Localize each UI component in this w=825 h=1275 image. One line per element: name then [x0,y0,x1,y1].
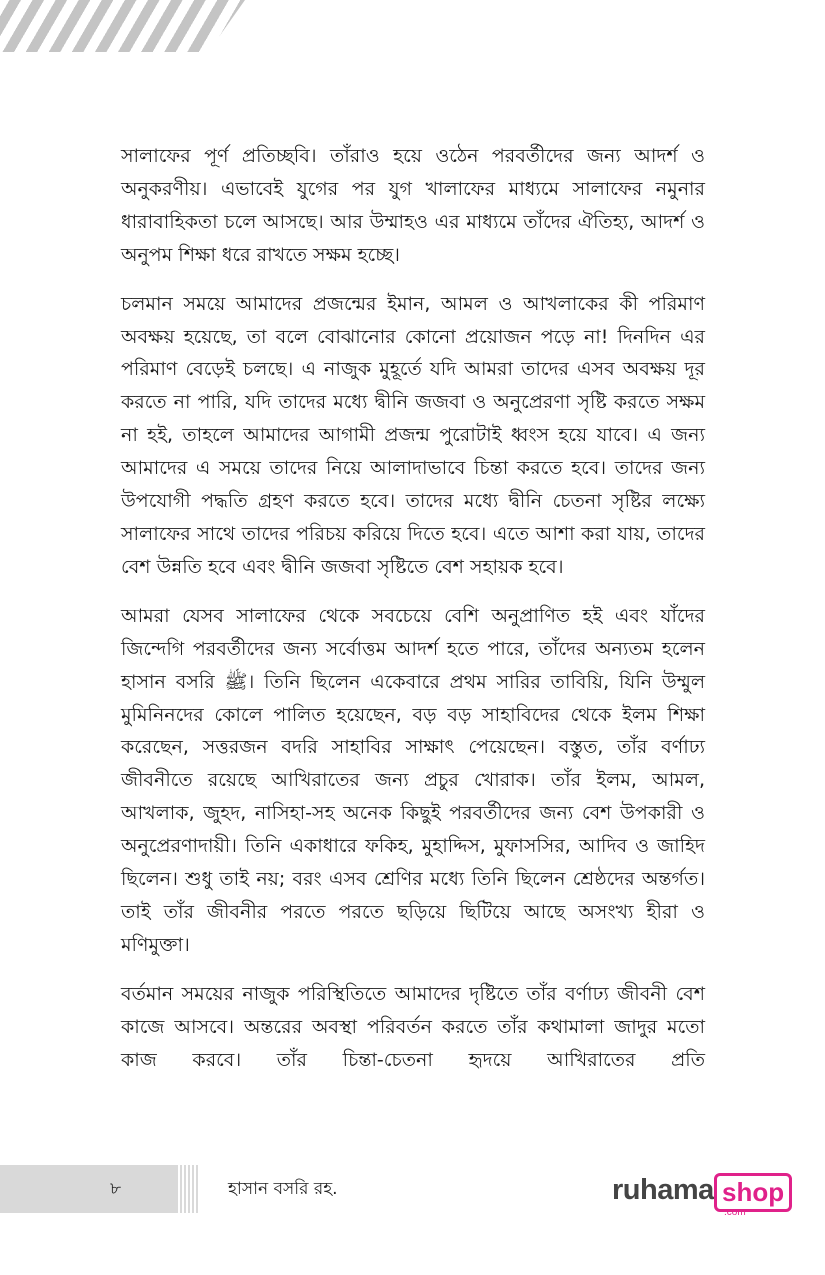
paragraph-2: চলমান সময়ে আমাদের প্রজন্মের ইমান, আমল ও আখলাকের কী পরিমাণ অবক্ষয় হয়েছে, তা বলে বোঝানোর কোনো প্রয়োজন পড়ে না! দিনদিন এর পরিমাণ বেড়েই চলছে। এ নাজুক মুহূর্তে যদি আমরা তাদের এসব অবক্ষয় দূর করতে না পারি, যদি তাদের মধ্যে দ্বীনি জজবা ও অনুপ্রেরণা সৃষ্টি করতে সক্ষম না হই, তাহলে আমাদের আগামী প্রজন্ম পুরোটাই ধ্বংস হয়ে যাবে। এ জন্য আমাদের এ সময়ে তাদের নিয়ে আলাদাভাবে চিন্তা করতে হবে। তাদের জন্য উপযোগী পদ্ধতি গ্রহণ করতে হবে। তাদের মধ্যে দ্বীনি চেতনা সৃষ্টির লক্ষ্যে সালাফের সাথে তাদের পরিচয় করিয়ে দিতে হবে। এতে আশা করা যায়, তাদের বেশ উন্নতি হবে এবং দ্বীনি জজবা সৃষ্টিতে বেশ সহায়ক হবে। [121,292,705,578]
footer-band [0,1165,195,1213]
paragraph-3: আমরা যেসব সালাফের থেকে সবচেয়ে বেশি অনুপ্রাণিত হই এবং যাঁদের জিন্দেগি পরবর্তীদের জন্য সর্বোত্তম আদর্শ হতে পারে, তাঁদের অন্যতম হলেন হাসান বসরি ﷺ। তিনি ছিলেন একেবারে প্রথম সারির তাবিয়ি, যিনি উম্মুল মুমিনিনদের কোলে পালিত হয়েছেন, বড় বড় সাহাবিদের থেকে ইলম শিক্ষা করেছেন, সত্তরজন বদরি সাহাবির সাক্ষাৎ পেয়েছেন। বস্তুত, তাঁর বর্ণাঢ্য জীবনীতে রয়েছে আখিরাতের জন্য প্রচুর খোরাক। তাঁর ইলম, আমল, আখলাক, জুহদ, নাসিহা-সহ অনেক কিছুই পরবর্তীদের জন্য বেশ উপকারী ও অনুপ্রেরণাদায়ী। তিনি একাধারে ফকিহ, মুহাদ্দিস, মুফাসসির, আদিব ও জাহিদ ছিলেন। শুধু তাই নয়; বরং এসব শ্রেণির মধ্যে তিনি ছিলেন শ্রেষ্ঠদের অন্তর্গত। তাই তাঁর জীবনীর পরতে পরতে ছড়িয়ে ছিটিয়ে আছে অসংখ্য হীরা ও মণিমুক্তা। [121,604,705,956]
paragraph-4: বর্তমান সময়ের নাজুক পরিস্থিতিতে আমাদের দৃষ্টিতে তাঁর বর্ণাঢ্য জীবনী বেশ কাজে আসবে। অন্তরের অবস্থা পরিবর্তন করতে তাঁর কথামালা জাদুর মতো কাজ করবে। তাঁর চিন্তা-চেতনা হৃদয়ে আখিরাতের প্রতি [121,982,705,1071]
logo-text-ruhama: ruhama [612,1174,714,1206]
footer-band-dots [178,1165,200,1213]
publisher-logo [612,1170,785,1218]
page-body [121,140,705,1092]
logo-text-shop: shop [714,1173,792,1212]
logo-text-com: .com [724,1207,746,1218]
paragraph-1: সালাফের পূর্ণ প্রতিচ্ছবি। তাঁরাও হয়ে ওঠেন পরবর্তীদের জন্য আদর্শ ও অনুকরণীয়। এভাবেই যুগের পর যুগ খালাফের মাধ্যমে সালাফের নমুনার ধারাবাহিকতা চলে আসছে। আর উম্মাহও এর মাধ্যমে তাঁদের ঐতিহ্য, আদর্শ ও অনুপম শিক্ষা ধরে রাখতে সক্ষম হচ্ছে। [121,145,705,266]
page-number: ৮ [110,1179,122,1199]
header-stripes-decoration [0,0,245,52]
running-title: হাসান বসরি রহ. [228,1179,338,1199]
